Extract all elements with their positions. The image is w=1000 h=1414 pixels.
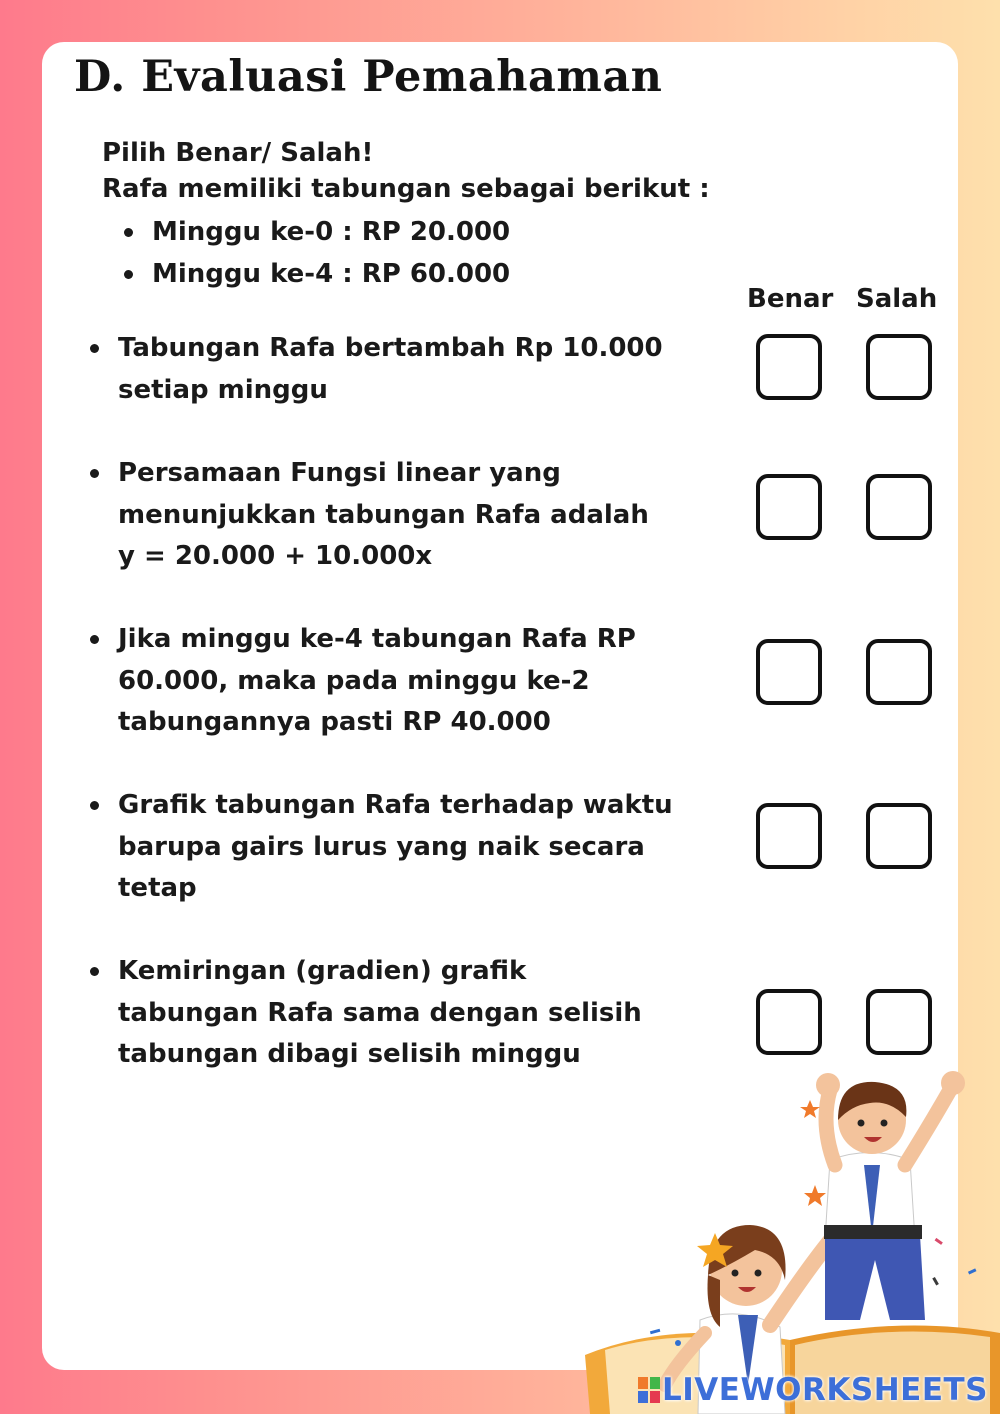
question-4	[88, 785, 703, 910]
question-line: Grafik tabungan Rafa terhadap waktu	[118, 790, 673, 820]
question-text	[88, 951, 703, 1076]
question-line: setiap minggu	[118, 374, 328, 405]
q2-benar-checkbox[interactable]	[756, 474, 822, 540]
q2-salah-checkbox[interactable]	[866, 474, 932, 540]
question-line: tabungan Rafa sama dengan selisih	[118, 997, 642, 1028]
page-title: D. Evaluasi Pemahaman	[74, 52, 663, 102]
q4-salah-checkbox[interactable]	[866, 803, 932, 869]
q3-salah-checkbox[interactable]	[866, 639, 932, 705]
q5-salah-checkbox[interactable]	[866, 989, 932, 1055]
question-line: menunjukkan tabungan Rafa adalah	[118, 499, 649, 530]
facts-list	[102, 211, 710, 295]
question-1	[88, 328, 703, 411]
students-illustration	[580, 1065, 1000, 1414]
question-text	[88, 453, 703, 578]
q4-benar-checkbox[interactable]	[756, 803, 822, 869]
column-header-benar: Benar	[747, 284, 834, 314]
question-text	[88, 328, 703, 411]
fact-item: Minggu ke-4 : RP 60.000	[102, 253, 710, 295]
question-line: barupa gairs lurus yang naik secara	[118, 831, 645, 862]
question-line: tetap	[118, 873, 197, 903]
question-line: 60.000, maka pada minggu ke-2	[118, 665, 590, 696]
question-text	[88, 619, 703, 744]
question-line: tabungannya pasti RP 40.000	[118, 707, 551, 737]
question-line: y = 20.000 + 10.000x	[118, 541, 433, 571]
question-line: Tabungan Rafa bertambah Rp 10.000	[118, 333, 663, 363]
brand-text: LIVEWORKSHEETS	[662, 1372, 988, 1408]
question-5	[88, 951, 703, 1076]
intro-block	[102, 135, 710, 295]
question-line: tabungan dibagi selisih minggu	[118, 1039, 581, 1069]
fact-item: Minggu ke-0 : RP 20.000	[102, 211, 710, 253]
liveworksheets-logo	[638, 1372, 988, 1408]
column-header-salah: Salah	[856, 284, 938, 314]
q5-benar-checkbox[interactable]	[756, 989, 822, 1055]
question-line: Jika minggu ke-4 tabungan Rafa RP	[118, 624, 636, 654]
q3-benar-checkbox[interactable]	[756, 639, 822, 705]
liveworksheets-icon	[638, 1377, 660, 1403]
question-3	[88, 619, 703, 744]
question-2	[88, 453, 703, 578]
q1-benar-checkbox[interactable]	[756, 334, 822, 400]
instruction-text: Pilih Benar/ Salah!	[102, 138, 374, 168]
q1-salah-checkbox[interactable]	[866, 334, 932, 400]
question-line: Persamaan Fungsi linear yang	[118, 458, 561, 488]
question-text	[88, 785, 703, 910]
question-line: Kemiringan (gradien) grafik	[118, 956, 527, 986]
intro-text: Rafa memiliki tabungan sebagai berikut :	[102, 174, 710, 204]
